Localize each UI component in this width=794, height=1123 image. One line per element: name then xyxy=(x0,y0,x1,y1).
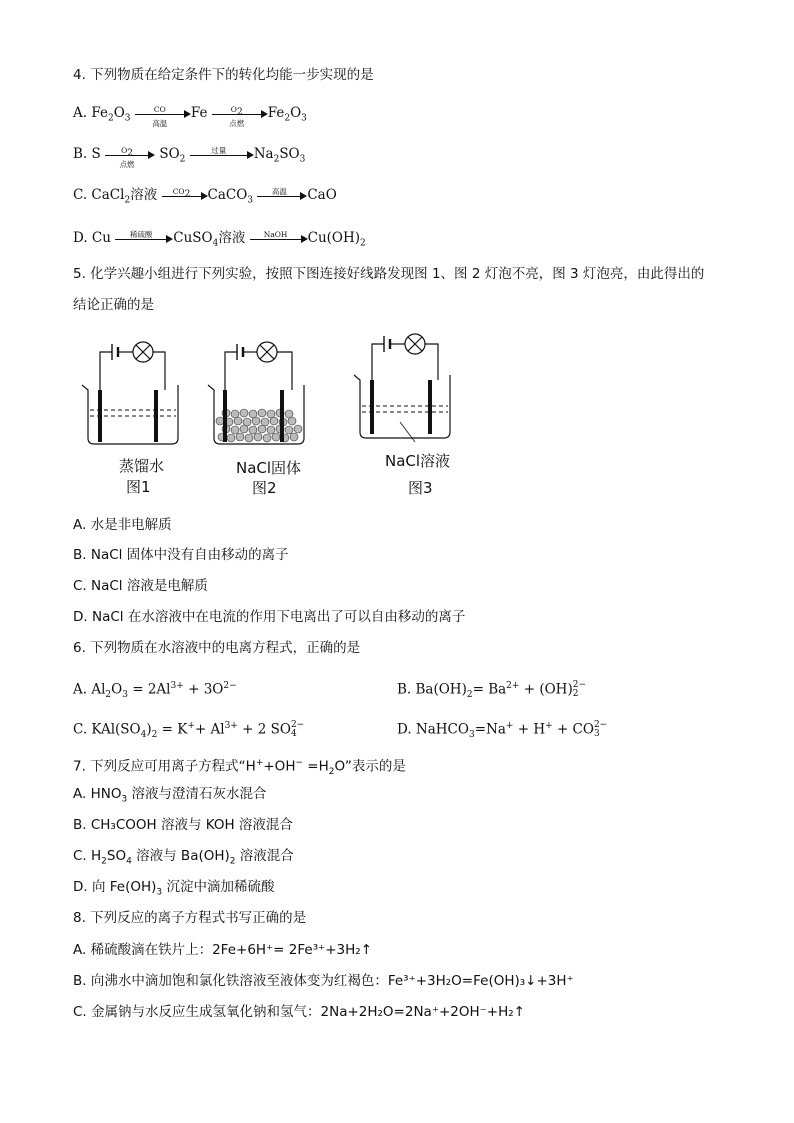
q5-option-c[interactable]: C. NaCl 溶液是电解质 xyxy=(73,578,208,594)
q5-option-a[interactable]: A. 水是非电解质 xyxy=(73,517,172,533)
q6-stem: 6. 下列物质在水溶液中的电离方程式，正确的是 xyxy=(73,640,361,656)
q7-option-d[interactable]: D. 向 $Fe(OH)_3$ 沉淀中滴加稀硫酸 xyxy=(73,879,275,898)
q7-stem: 7. 下列反应可用离子方程式“$H^++OH^- =H_2O$”表示的是 xyxy=(73,758,406,778)
figure-2-nacl-solid-circuit xyxy=(208,342,304,444)
reaction-arrow: $O_2$ 点燃 xyxy=(105,146,155,164)
reaction-arrow: NaOH xyxy=(250,230,308,248)
reaction-arrow: 稀硫酸 xyxy=(115,230,173,248)
q6-option-a[interactable]: A. $Al_2O_3 = 2Al^{3+} + 3O^{2-}$ xyxy=(73,681,237,701)
figure-1-distilled-water-circuit xyxy=(82,342,178,444)
reaction-arrow: $O_2$ 点燃 xyxy=(212,105,268,123)
q6-option-d[interactable]: D. NaHCO$_3$=Na+ + H+ + CO 2− 3 xyxy=(397,720,608,741)
q4-stem: 4. 下列物质在给定条件下的转化均能一步实现的是 xyxy=(73,67,374,83)
q8-stem: 8. 下列反应的离子方程式书写正确的是 xyxy=(73,910,307,926)
figure-2-substance-label: NaCl固体 xyxy=(236,459,302,477)
q4-option-c[interactable]: C. CaCl$_2$溶液 $CO_2$ CaCO$_3$ 高温 CaO xyxy=(73,186,337,206)
reaction-arrow: 过量 xyxy=(190,146,254,164)
q5-stem-line2: 结论正确的是 xyxy=(73,297,154,313)
q6-option-b[interactable]: B. $Ba(OH)_2= Ba^{2+} + (OH)$ 2− 2 xyxy=(397,680,587,701)
q8-option-a[interactable]: A. 稀硫酸滴在铁片上：2Fe+6H⁺= 2Fe³⁺+3H₂↑ xyxy=(73,942,373,958)
q8-option-b[interactable]: B. 向沸水中滴加饱和氯化铁溶液至液体变为红褐色：Fe³⁺+3H₂O=Fe(OH)₃↓+3H⁺ xyxy=(73,973,574,989)
q5-stem-line1: 5. 化学兴趣小组进行下列实验，按照下图连接好线路发现图 1、图 2 灯泡不亮，图 3 灯泡亮，由此得出的 xyxy=(73,266,705,282)
conductivity-figures xyxy=(60,330,480,460)
q7-option-c[interactable]: C. $H_2SO_4$ 溶液与 $Ba(OH)_2$ 溶液混合 xyxy=(73,848,294,867)
q8-option-c[interactable]: C. 金属钠与水反应生成氢氧化钠和氢气：2Na+2H₂O=2Na⁺+2OH⁻+H₂↑ xyxy=(73,1004,525,1020)
figure-3-nacl-solution-circuit xyxy=(354,334,450,442)
reaction-arrow: 高温 xyxy=(257,187,307,205)
figure-1-caption: 图1 xyxy=(126,478,151,496)
reaction-arrow: $CO_2$ xyxy=(162,187,208,205)
q4-option-d[interactable]: D. Cu 稀硫酸 CuSO$_4$溶液 NaOH $Cu(OH)_2$ xyxy=(73,229,366,249)
q4-option-b[interactable]: B. S $O_2$ 点燃 $SO_2$ 过量 $Na_2SO_3$ xyxy=(73,145,306,169)
q7-option-b[interactable]: B. CH₃COOH 溶液与 KOH 溶液混合 xyxy=(73,817,293,833)
figure-2-caption: 图2 xyxy=(252,479,277,497)
figure-3-caption: 图3 xyxy=(408,479,433,497)
reaction-arrow: CO 高温 xyxy=(135,105,191,123)
figure-1-substance-label: 蒸馏水 xyxy=(119,457,165,475)
q6-option-c[interactable]: C. $KAl(SO_4)_2 = K^++ Al^{3+} + 2$ SO 2− 4 xyxy=(73,720,305,741)
q5-option-b[interactable]: B. NaCl 固体中没有自由移动的离子 xyxy=(73,547,289,563)
q5-option-d[interactable]: D. NaCl 在水溶液中在电流的作用下电离出了可以自由移动的离子 xyxy=(73,609,466,625)
q7-option-a[interactable]: A. $HNO_3$ 溶液与澄清石灰水混合 xyxy=(73,786,267,805)
q4-option-a[interactable]: A. $Fe_2O_3$ CO 高温 Fe $O_2$ 点燃 $Fe_2O_3$ xyxy=(73,104,307,128)
figure-3-substance-label: NaCl溶液 xyxy=(385,452,451,470)
